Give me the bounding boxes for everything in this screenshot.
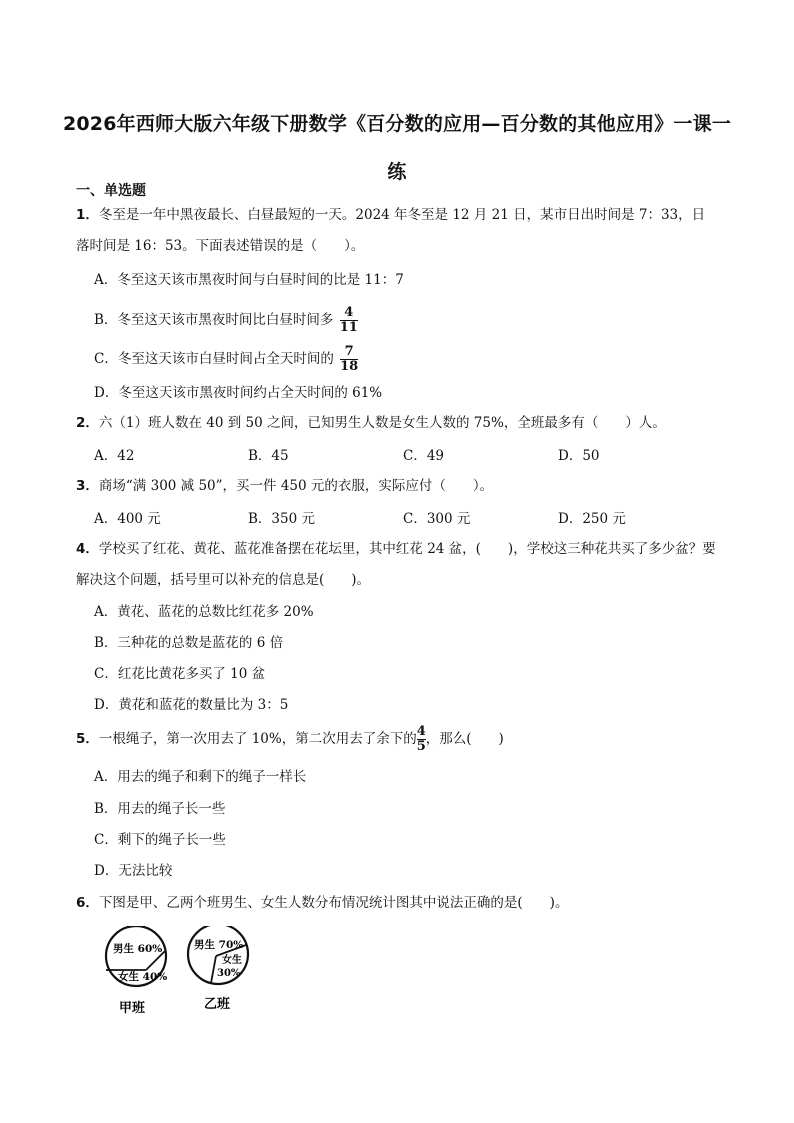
- option-a: A．用去的绳子和剩下的绳子一样长: [94, 769, 307, 785]
- question-text: 下图是甲、乙两个班男生、女生人数分布情况统计图其中说法正确的是( )。: [98, 895, 569, 911]
- question-6: [76, 888, 718, 919]
- option-b: B．350 元: [248, 511, 315, 527]
- class-b-name: 乙班: [204, 997, 231, 1012]
- option-a: A．400 元: [94, 511, 161, 527]
- option-a: A．冬至这天该市黑夜时间与白昼时间的比是 11：7: [94, 272, 404, 288]
- class-b-male-label: 男生 70%: [194, 939, 244, 951]
- option-text: C．冬至这天该市白昼时间占全天时间的: [94, 351, 334, 367]
- question-number: 5．: [76, 731, 99, 747]
- option-b: B．三种花的总数是蓝花的 6 倍: [94, 635, 284, 651]
- question-text: 商场“满 300 减 50”，买一件 450 元的衣服，实际应付（ ）。: [98, 478, 494, 494]
- question-text: 一根绳子，第一次用去了 10%，第二次用去了余下的: [98, 731, 417, 747]
- option-b: B．45: [248, 448, 289, 464]
- option-a: A．42: [94, 448, 135, 464]
- class-b-female-label: 女生: [222, 955, 242, 966]
- question-number: 2．: [76, 415, 99, 431]
- option-d: D．50: [558, 448, 600, 464]
- question-number: 1．: [76, 207, 99, 223]
- question-number: 4．: [76, 541, 99, 557]
- fraction-numerator: 4: [344, 305, 354, 320]
- option-c: C．剩下的绳子长一些: [94, 832, 226, 848]
- fraction-numerator: 4: [416, 724, 426, 739]
- question-5: [76, 724, 718, 755]
- option-c: [94, 345, 358, 374]
- option-b: [94, 306, 358, 335]
- fraction-denominator: 18: [340, 359, 359, 374]
- class-pie-figure: [98, 926, 268, 1026]
- fraction: [340, 345, 358, 374]
- option-text: B．冬至这天该市黑夜时间比白昼时间多: [94, 312, 334, 328]
- option-d: D．250 元: [558, 511, 626, 527]
- option-d: D．黄花和蓝花的数量比为 3：5: [94, 697, 289, 713]
- fraction: [340, 306, 358, 335]
- question-text: 学校买了红花、黄花、蓝花准备摆在花坛里，其中红花 24 盆，( )，学校这三种花共买了多少盆？要解决这个问题，括号里可以补充的信息是( )。: [76, 541, 716, 588]
- option-c: C．49: [403, 448, 445, 464]
- class-a-male-label: 男生 60%: [113, 943, 163, 955]
- question-4: [76, 534, 718, 596]
- class-b-female-pct: 30%: [217, 968, 241, 979]
- question-text: 冬至是一年中黑夜最长、白昼最短的一天。2024 年冬至是 12 月 21 日，某市日出时间是 7：33，日落时间是 16：53。下面表述错误的是（ ）。: [76, 207, 706, 254]
- option-a: A．黄花、蓝花的总数比红花多 20%: [94, 604, 314, 620]
- option-b: B．用去的绳子长一些: [94, 801, 226, 817]
- question-text: 六（1）班人数在 40 到 50 之间，已知男生人数是女生人数的 75%，全班最多有（ ）人。: [98, 415, 666, 431]
- question-2: [76, 408, 718, 439]
- option-c: C．红花比黄花多买了 10 盆: [94, 666, 266, 682]
- fraction-denominator: 11: [339, 320, 358, 335]
- option-d: D．无法比较: [94, 863, 173, 879]
- class-b-divider: [211, 956, 216, 983]
- fraction-denominator: 5: [416, 739, 426, 754]
- fraction-numerator: 7: [344, 344, 354, 359]
- option-d: D．冬至这天该市黑夜时间约占全天时间的 61%: [94, 385, 383, 401]
- fraction: [417, 725, 426, 754]
- class-a-female-label: 女生 40%: [118, 971, 168, 983]
- question-text-end: ，那么( ): [425, 731, 504, 747]
- option-c: C．300 元: [403, 511, 471, 527]
- page-title: 2026年西师大版六年级下册数学《百分数的应用—百分数的其他应用》一课一练: [62, 113, 732, 183]
- question-1: [76, 200, 718, 262]
- question-3: [76, 471, 718, 502]
- section-heading: 一、单选题: [76, 183, 146, 199]
- question-number: 3．: [76, 478, 99, 494]
- class-a-name: 甲班: [119, 1001, 146, 1016]
- question-number: 6．: [76, 895, 99, 911]
